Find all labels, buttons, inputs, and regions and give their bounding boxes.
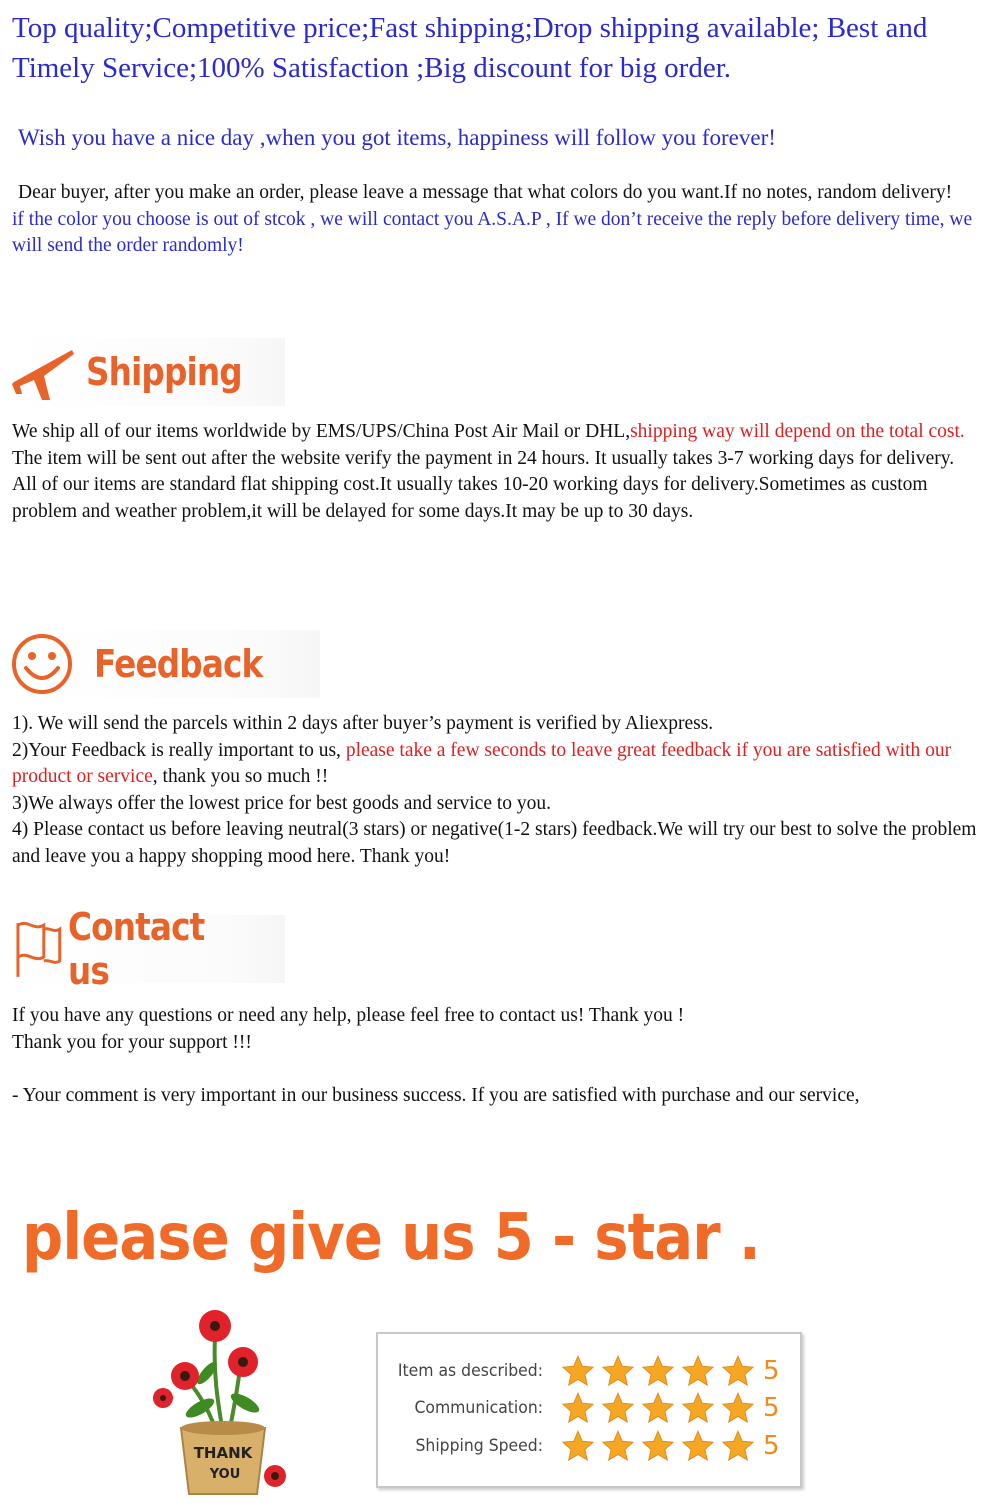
thank-you-flower-image xyxy=(145,1298,305,1498)
notice-blue: if the color you choose is out of stcok , we will contact you A.S.A.P , If we don’t receive the reply before delivery time, we will send the order randomly! xyxy=(12,208,973,256)
star-icon xyxy=(681,1354,715,1388)
rating-stars xyxy=(561,1429,761,1463)
star-icon xyxy=(561,1391,595,1425)
feedback-item-2-red: please take a few seconds to leave great feedback if you are satisfied with our product or service xyxy=(12,739,952,787)
star-icon xyxy=(641,1354,675,1388)
rating-label: Communication: xyxy=(414,1398,543,1418)
feedback-title: Feedback xyxy=(94,642,263,686)
rating-row xyxy=(378,1428,798,1464)
shipping-p2: The item will be sent out after the website verify the payment in 24 hours. It usually takes 3-7 working days for delivery. xyxy=(12,447,955,469)
star-icon xyxy=(681,1391,715,1425)
thank-text-line1: THANK xyxy=(193,1444,253,1462)
contact-title: Contact us xyxy=(67,905,205,993)
star-icon xyxy=(561,1354,595,1388)
intro-notice xyxy=(12,180,987,260)
feedback-item-3: 3)We always offer the lowest price for best goods and service to you. xyxy=(12,792,552,814)
feedback-text xyxy=(12,711,987,870)
star-icon xyxy=(601,1391,635,1425)
feedback-item-4: 4) Please contact us before leaving neutral(3 stars) or negative(1-2 stars) feedback.We will try our best to solve the problem and leave you a happy shopping mood here. Thank you! xyxy=(12,819,977,867)
feedback-heading xyxy=(10,630,320,698)
shipping-text xyxy=(12,419,987,525)
thank-text-line2: YOU xyxy=(209,1467,241,1482)
rating-stars xyxy=(561,1391,761,1425)
feedback-item-1: 1). We will send the parcels within 2 days after buyer’s payment is verified by Aliexpress. xyxy=(12,713,714,734)
feedback-item-2-text: 2)Your Feedback is really important to us, xyxy=(12,739,346,761)
rating-stars xyxy=(561,1354,761,1388)
shipping-heading xyxy=(10,338,285,406)
five-star-text: please give us 5 - star . xyxy=(22,1201,760,1275)
feedback-item-2-end: , thank you so much !! xyxy=(152,766,329,787)
rating-score: 5 xyxy=(763,1356,780,1386)
star-icon xyxy=(601,1354,635,1388)
star-icon xyxy=(641,1391,675,1425)
rating-row xyxy=(378,1353,798,1389)
star-icon xyxy=(721,1429,755,1463)
star-icon xyxy=(641,1429,675,1463)
five-star-banner xyxy=(14,1198,814,1278)
contact-heading xyxy=(10,905,285,993)
shipping-p1-text: We ship all of our items worldwide by EMS/UPS/China Post Air Mail or DHL, xyxy=(12,421,631,442)
star-icon xyxy=(681,1429,715,1463)
star-icon xyxy=(601,1429,635,1463)
star-icon xyxy=(721,1354,755,1388)
contact-line-2: Thank you for your support !!! xyxy=(12,1031,252,1053)
contact-line-3: - Your comment is very important in our business success. If you are satisfied with purchase and our service, xyxy=(12,1084,860,1106)
airplane-icon xyxy=(10,342,76,402)
star-icon xyxy=(721,1391,755,1425)
smiley-icon xyxy=(10,632,74,696)
contact-text xyxy=(12,1003,987,1109)
shipping-title: Shipping xyxy=(86,350,242,394)
feedback-item-2 xyxy=(12,738,987,791)
notice-black: Dear buyer, after you make an order, please leave a message that what colors do you want.If no notes, random delivery! xyxy=(18,182,953,203)
star-icon xyxy=(561,1429,595,1463)
rating-score: 5 xyxy=(763,1393,780,1423)
seller-rating-box xyxy=(376,1332,802,1488)
rating-row xyxy=(378,1390,798,1426)
shipping-p1-red: shipping way will depend on the total cost. xyxy=(630,421,965,442)
contact-line-1: If you have any questions or need any help, please feel free to contact us! Thank you ! xyxy=(12,1005,685,1026)
intro-tagline: Top quality;Competitive price;Fast shipping;Drop shipping available; Best and Timely Service;100% Satisfaction ;Big discount for big order. xyxy=(12,12,928,84)
intro-wish: Wish you have a nice day ,when you got items, happiness will follow you forever! xyxy=(18,125,776,150)
rating-score: 5 xyxy=(763,1431,780,1461)
shipping-p1 xyxy=(12,419,987,446)
rating-label: Item as described: xyxy=(397,1361,543,1381)
rating-label: Shipping Speed: xyxy=(415,1436,543,1456)
flag-icon xyxy=(10,917,66,981)
shipping-p3: All of our items are standard flat shipping cost.It usually takes 10-20 working days for delivery.Sometimes as custom problem and weather problem,it will be delayed for some days.It may be up to 30 days. xyxy=(12,474,928,522)
